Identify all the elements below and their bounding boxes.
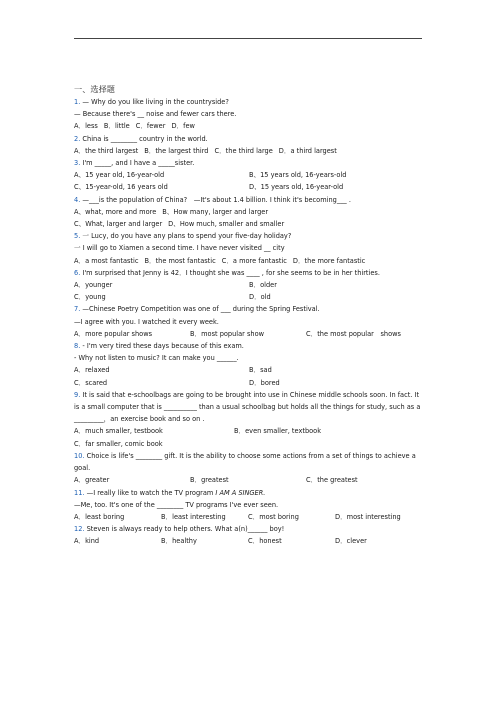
options	[74, 535, 424, 547]
option-d[interactable]: D．most interesting	[335, 512, 401, 521]
option-a[interactable]: A、what, more and more	[74, 207, 157, 216]
question-number: 10.	[74, 451, 85, 460]
option-c[interactable]: C、What, larger and larger	[74, 220, 163, 229]
option-d[interactable]: D．the more fantastic	[292, 256, 366, 265]
options	[74, 120, 424, 132]
question-text: — Because there's __ noise and fewer cars there.	[74, 110, 237, 119]
option-d[interactable]: D．old	[249, 293, 271, 302]
option-d[interactable]: D．clever	[335, 537, 367, 546]
question-number: 4.	[74, 195, 81, 204]
program-title: I AM A SINGER.	[215, 488, 266, 497]
option-b[interactable]: B、How many, larger and larger	[162, 207, 269, 216]
option-b[interactable]: B．least interesting	[161, 512, 226, 521]
question-4	[74, 194, 424, 231]
question-number: 7.	[74, 305, 81, 314]
option-c[interactable]: C．the greatest	[306, 476, 358, 485]
option-a[interactable]: A．more popular shows	[74, 329, 153, 338]
option-b[interactable]: B．the most fantastic	[144, 256, 216, 265]
option-b[interactable]: B．the largest third	[144, 146, 209, 155]
option-c[interactable]: C．most boring	[248, 512, 299, 521]
question-11	[74, 487, 424, 524]
option-a[interactable]: A．less	[74, 122, 98, 131]
option-b[interactable]: B．sad	[249, 366, 272, 375]
question-10	[74, 450, 424, 487]
question-text: — Why do you like living in the countryside?	[82, 98, 229, 106]
question-6	[74, 267, 424, 304]
option-d[interactable]: D、15 years old, 16-year-old	[249, 183, 344, 192]
option-a[interactable]: A．relaxed	[74, 366, 110, 375]
option-b[interactable]: B．most popular show	[190, 329, 264, 338]
option-a[interactable]: A．the third largest	[74, 146, 139, 155]
question-7	[74, 303, 424, 340]
options	[74, 279, 424, 291]
question-3	[74, 157, 424, 194]
question-text: I'm _____, and I have a _____sister.	[82, 159, 195, 168]
option-b[interactable]: B．little	[103, 122, 130, 131]
option-b[interactable]: B．older	[249, 281, 277, 290]
option-a[interactable]: A．kind	[74, 537, 100, 546]
option-a[interactable]: A．younger	[74, 281, 113, 290]
options	[74, 218, 424, 230]
exam-content	[74, 83, 424, 548]
question-text: —Me, too. It's one of the ________ TV programs I've ever seen.	[74, 500, 279, 509]
option-c[interactable]: C．young	[74, 293, 106, 302]
question-9	[74, 389, 424, 450]
question-number: 6.	[74, 268, 81, 277]
option-a[interactable]: A．much smaller, testbook	[74, 427, 163, 436]
header-rule	[74, 38, 422, 39]
option-c[interactable]: C．scared	[74, 378, 108, 387]
option-c[interactable]: C．fewer	[135, 122, 166, 131]
option-d[interactable]: D．a third largest	[278, 146, 337, 155]
option-c[interactable]: C．far smaller, comic book	[74, 439, 163, 448]
options	[74, 328, 424, 340]
question-text: —Chinese Poetry Competition was one of ___ during the Spring Festival.	[82, 305, 320, 314]
question-12	[74, 523, 424, 547]
question-8	[74, 340, 424, 389]
question-1	[74, 96, 424, 133]
question-text: - I'm very tired these days because of this exam.	[82, 342, 244, 351]
options	[74, 364, 424, 376]
option-c[interactable]: C．a more fantastic	[221, 256, 287, 265]
option-c[interactable]: C．honest	[248, 537, 282, 546]
option-a[interactable]: A、15 year old, 16-year-old	[74, 171, 165, 180]
question-text: 一 I will go to Xiamen a second time. I have never visited __ city	[74, 244, 285, 253]
question-number: 12.	[74, 525, 85, 534]
question-number: 5.	[74, 232, 81, 241]
question-number: 11.	[74, 488, 85, 497]
option-c[interactable]: C．the most popular shows	[306, 329, 401, 338]
option-c[interactable]: C．the third large	[214, 146, 273, 155]
options	[74, 425, 424, 437]
question-text: I'm surprised that Jenny is 42．I thought she was ____ , for she seems to be in her thirties.	[82, 268, 380, 277]
question-number: 2.	[74, 134, 81, 143]
question-text: Choice is life's ________ gift. It is the ability to choose some actions from a set of things to achieve a goal.	[74, 451, 416, 473]
question-text: - Why not listen to music? It can make you ______.	[74, 354, 239, 363]
option-d[interactable]: D．few	[171, 122, 195, 131]
options	[74, 181, 424, 193]
option-b[interactable]: B．greatest	[190, 476, 229, 485]
question-2	[74, 133, 424, 157]
options	[74, 145, 424, 157]
section-title: 一、选择题	[74, 84, 115, 94]
question-text: —___is the population of China? —It's about 1.4 billion. I think it's becoming___ .	[82, 195, 351, 204]
question-number: 8.	[74, 342, 81, 351]
question-text: Steven is always ready to help others. What a(n)______ boy!	[86, 525, 285, 534]
options	[74, 291, 424, 303]
option-b[interactable]: B、15 years old, 16-years-old	[249, 171, 347, 180]
question-5	[74, 230, 424, 267]
question-text: 一 Lucy, do you have any plans to spend your five-day holiday?	[82, 232, 292, 241]
option-d[interactable]: D．bored	[249, 378, 280, 387]
option-d[interactable]: D、How much, smaller and smaller	[168, 220, 285, 229]
options	[74, 206, 424, 218]
question-text: It is said that e-schoolbags are going to be brought into use in Chinese middle schools soon. In fact. It is a small computer that is __________ than a usual schoolbag but holds all the things for study, such as a _________，an exercise book and so on .	[74, 390, 421, 424]
question-text: China is ________ country in the world.	[82, 134, 208, 143]
options	[74, 511, 424, 523]
option-c[interactable]: C、15-year-old, 16 years old	[74, 183, 168, 192]
options	[74, 474, 424, 486]
question-number: 1.	[74, 98, 81, 106]
option-b[interactable]: B．healthy	[161, 537, 197, 546]
question-text: —I really like to watch the TV program	[86, 488, 216, 497]
option-a[interactable]: A．least boring	[74, 512, 125, 521]
question-text: —I agree with you. I watched it every week.	[74, 317, 219, 326]
option-a[interactable]: A．a most fantastic	[74, 256, 139, 265]
options	[74, 377, 424, 389]
question-number: 9.	[74, 390, 81, 399]
question-number: 3.	[74, 159, 81, 168]
option-b[interactable]: B．even smaller, textbook	[234, 427, 322, 436]
options	[74, 438, 424, 450]
options	[74, 255, 424, 267]
option-a[interactable]: A．greater	[74, 476, 110, 485]
options	[74, 169, 424, 181]
